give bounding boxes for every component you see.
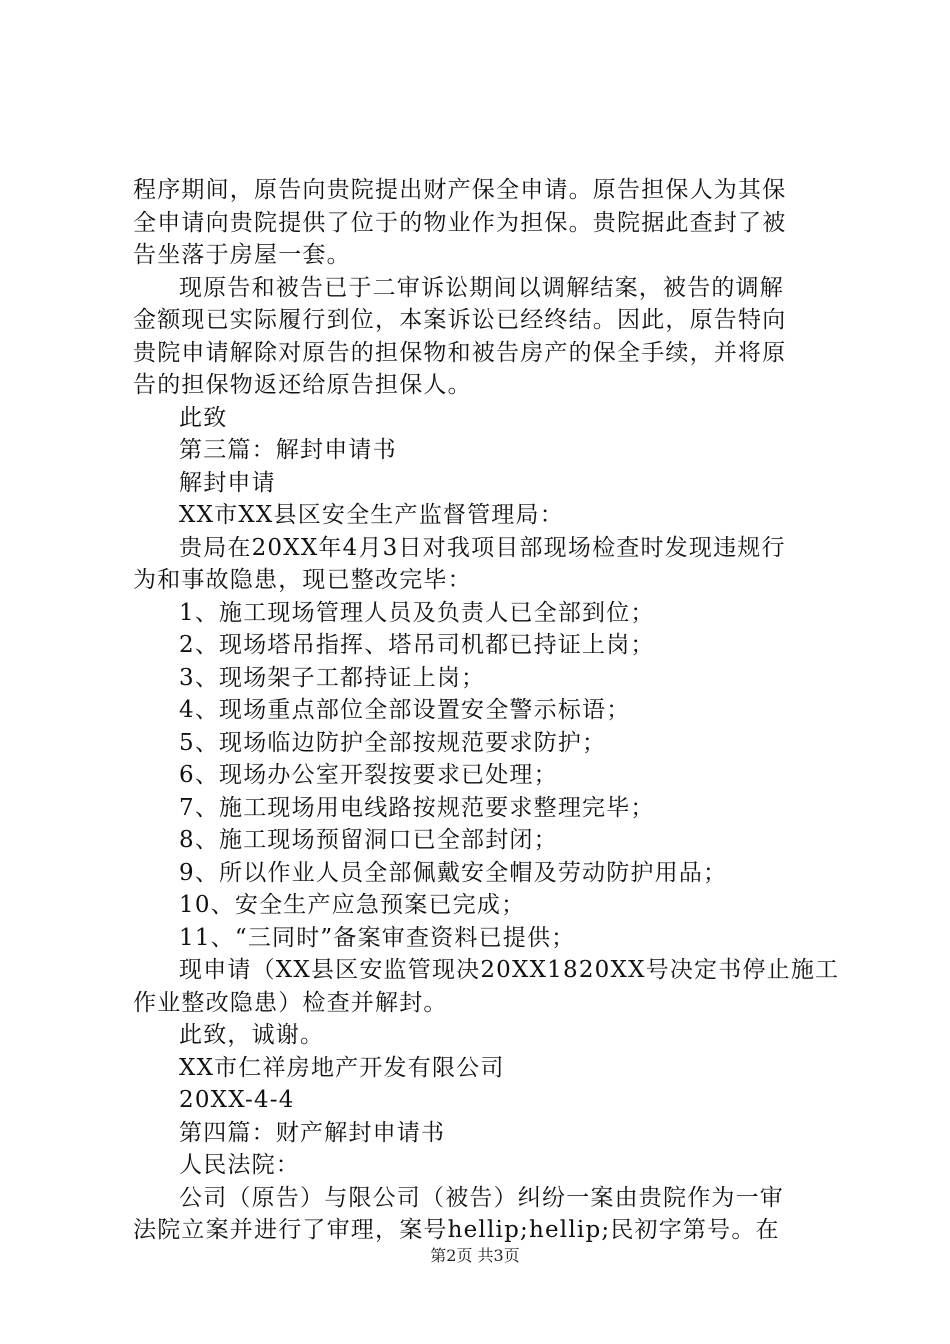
signature-date: 20XX-4-4 (179, 1087, 295, 1113)
text-line: 程序期间，原告向贵院提出财产保全申请。原告担保人为其保 (133, 177, 787, 203)
list-item: 3、现场架子工都持证上岗； (179, 664, 486, 691)
section-heading: 第四篇：财产解封申请书 (179, 1119, 446, 1146)
text-line: 作业整改隐患）检查并解封。 (133, 989, 448, 1016)
text-line: 告的担保物返还给原告担保人。 (133, 372, 472, 398)
text-line: 为和事故隐患，现已整改完毕： (133, 567, 472, 593)
text-line: 金额现已实际履行到位，本案诉讼已经终结。因此，原告特向 (133, 307, 787, 333)
list-item: 1、施工现场管理人员及负责人已全部到位； (179, 599, 655, 626)
list-item: 11、“三同时”备案审查资料已提供； (179, 924, 576, 951)
list-item: 4、现场重点部位全部设置安全警示标语； (179, 697, 631, 723)
document-title: 解封申请 (179, 469, 276, 496)
closing: 此致，诚谢。 (179, 1022, 325, 1048)
text-line: 贵局在20XX年4月3日对我项目部现场检查时发现违规行 (179, 534, 786, 561)
list-item: 6、现场办公室开裂按要求已处理； (179, 762, 558, 788)
page-number-footer: 第2页 共3页 (430, 1246, 520, 1265)
document-body (133, 174, 840, 1247)
text-line: 全申请向贵院提供了位于的物业作为担保。贵院据此查封了被 (133, 209, 787, 236)
text-line: 法院立案并进行了审理，案号hellip;hellip;民初字第号。在 (133, 1217, 780, 1243)
signature-company: XX市仁祥房地产开发有限公司 (179, 1054, 505, 1081)
text-line: 贵院申请解除对原告的担保物和被告房产的保全手续，并将原 (133, 339, 787, 366)
section-heading: 第三篇：解封申请书 (179, 437, 397, 463)
addressee: XX市XX县区安全生产监督管理局： (179, 502, 564, 528)
list-item: 9、所以作业人员全部佩戴安全帽及劳动防护用品； (179, 859, 728, 886)
salutation: 此致 (179, 404, 228, 431)
list-item: 7、施工现场用电线路按规范要求整理完毕； (179, 794, 655, 821)
text-line: 现原告和被告已于二审诉讼期间以调解结案，被告的调解 (179, 274, 784, 301)
list-item: 2、现场塔吊指挥、塔吊司机都已持证上岗； (179, 632, 655, 658)
text-line: 公司（原告）与限公司（被告）纠纷一案由贵院作为一审 (179, 1184, 784, 1211)
text-line: 告坐落于房屋一套。 (133, 242, 351, 268)
list-item: 10、安全生产应急预案已完成； (179, 892, 526, 918)
list-item: 5、现场临边防护全部按规范要求防护； (179, 729, 607, 756)
text-line: 现申请（XX县区安监管现决20XX1820XX号决定书停止施工 (179, 957, 840, 983)
addressee: 人民法院： (179, 1152, 300, 1178)
list-item: 8、施工现场预留洞口已全部封闭； (179, 827, 558, 853)
